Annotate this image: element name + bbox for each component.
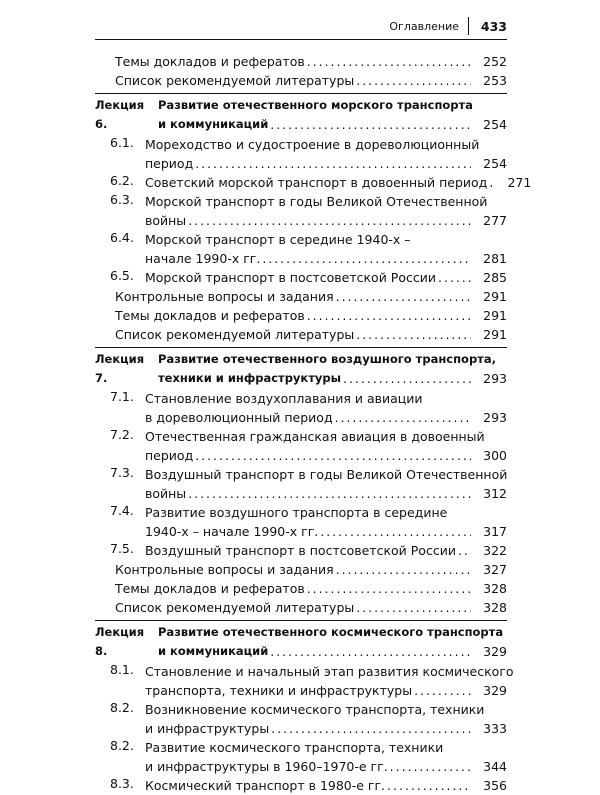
entry-title-line: Развитие отечественного воздушного транспорта, <box>158 352 496 366</box>
dot-leader <box>356 325 471 344</box>
section-number: 6.2. <box>110 173 134 188</box>
entry-title-line: Развитие космического транспорта, техники <box>145 740 444 755</box>
entry-title-line: Список рекомендуемой литературы <box>115 600 355 615</box>
entry-page-number: 281 <box>483 251 507 266</box>
entry-page-number: 291 <box>483 327 507 342</box>
entry-title-line: Развитие воздушного транспорта в середине <box>145 505 448 520</box>
section-number: 8.3. <box>110 776 134 791</box>
toc-lecture <box>95 347 507 388</box>
running-header <box>95 17 507 40</box>
entry-page-number: 322 <box>483 543 507 558</box>
entry-title-line: Космический транспорт в 1980-е гг. <box>145 778 386 793</box>
toc-item <box>95 306 507 325</box>
entry-page-number: 317 <box>483 524 507 539</box>
page-number: 433 <box>480 19 507 34</box>
toc-lecture <box>95 93 507 134</box>
entry-page-number: 344 <box>483 759 507 774</box>
section-number: 6.4. <box>110 230 134 245</box>
dot-leader <box>271 719 471 738</box>
dot-leader <box>188 484 471 503</box>
entry-page-number: 312 <box>483 486 507 501</box>
entry-title-line: Воздушный транспорт в постсоветской России <box>145 543 456 558</box>
entry-title-line: Темы докладов и рефератов <box>115 581 305 596</box>
entry-page-number: 328 <box>483 581 507 596</box>
entry-page-number: 253 <box>483 73 507 88</box>
entry-title-line: войны <box>145 213 187 228</box>
dot-leader <box>270 642 471 661</box>
dot-leader <box>270 115 471 134</box>
dot-leader <box>356 71 471 90</box>
toc-section <box>95 230 507 268</box>
section-number: 8.1. <box>110 662 134 677</box>
entry-title-line: и коммуникаций <box>158 117 269 131</box>
section-number: 7.4. <box>110 503 134 518</box>
entry-page-number: 300 <box>483 448 507 463</box>
dot-leader <box>320 522 471 541</box>
dot-leader <box>195 446 471 465</box>
toc-section <box>95 389 507 427</box>
toc-item <box>95 52 507 71</box>
entry-title-line: Развитие отечественного морского транспорта <box>158 98 473 112</box>
dot-leader <box>438 268 471 287</box>
section-number: 7.1. <box>110 389 134 404</box>
dot-leader <box>335 408 471 427</box>
entry-title-line: Список рекомендуемой литературы <box>115 73 355 88</box>
toc-section <box>95 465 507 503</box>
toc-item <box>95 560 507 579</box>
dot-leader <box>336 560 471 579</box>
table-of-contents <box>95 52 532 795</box>
lecture-label: Лекция 6. <box>95 98 145 131</box>
toc-section <box>95 738 507 776</box>
dot-leader <box>414 681 471 700</box>
toc-section <box>95 776 507 795</box>
dot-leader <box>458 541 471 560</box>
entry-page-number: 329 <box>483 644 507 659</box>
entry-title-line: в дореволюционный период <box>145 410 333 425</box>
toc-item <box>95 598 507 617</box>
toc-section <box>95 268 507 287</box>
entry-page-number: 356 <box>483 778 507 793</box>
toc-section <box>95 662 514 700</box>
section-number: 7.3. <box>110 465 134 480</box>
entry-title-line: и инфраструктуры в 1960–1970-е гг. <box>145 759 388 774</box>
entry-title-line: период <box>145 156 194 171</box>
entry-page-number: 291 <box>483 308 507 323</box>
dot-leader <box>343 369 471 388</box>
toc-section <box>95 541 507 560</box>
entry-page-number: 254 <box>483 117 507 132</box>
entry-page-number: 329 <box>483 683 507 698</box>
entry-title-line: Морской транспорт в годы Великой Отечественной <box>145 194 488 209</box>
entry-title-line: Воздушный транспорт в годы Великой Отечественной <box>145 467 508 482</box>
dot-leader <box>336 287 471 306</box>
toc-section <box>95 173 532 192</box>
entry-title-line: Становление и начальный этап развития космического <box>145 664 514 679</box>
dot-leader <box>307 306 471 325</box>
lecture-label: Лекция 8. <box>95 625 145 658</box>
toc-section <box>95 503 507 541</box>
entry-page-number: 333 <box>483 721 507 736</box>
entry-title-line: Становление воздухоплавания и авиации <box>145 391 423 406</box>
entry-title-line: период <box>145 448 194 463</box>
dot-leader <box>390 757 471 776</box>
entry-title-line: и коммуникаций <box>158 644 269 658</box>
entry-page-number: 285 <box>483 270 507 285</box>
section-number: 6.1. <box>110 135 134 150</box>
entry-page-number: 293 <box>483 371 507 386</box>
toc-item <box>95 71 507 90</box>
entry-title-line: техники и инфраструктуры <box>158 371 342 385</box>
entry-title-line: Морской транспорт в постсоветской России <box>145 270 436 285</box>
toc-section <box>95 192 507 230</box>
toc-section <box>95 427 507 465</box>
toc-item <box>95 287 507 306</box>
dot-leader <box>489 173 495 192</box>
entry-page-number: 252 <box>483 54 507 69</box>
section-number: 8.2. <box>110 738 134 753</box>
entry-title-line: Мореходство и судостроение в дореволюционный <box>145 137 480 152</box>
dot-leader <box>307 52 471 71</box>
section-number: 8.2. <box>110 700 134 715</box>
entry-title-line: начале 1990-х гг. <box>145 251 261 266</box>
entry-page-number: 291 <box>483 289 507 304</box>
entry-page-number: 254 <box>483 156 507 171</box>
entry-title-line: Развитие отечественного космического транспорта <box>158 625 504 639</box>
entry-title-line: Отечественная гражданская авиация в довоенный <box>145 429 485 444</box>
dot-leader <box>262 249 471 268</box>
header-title: Оглавление <box>389 20 459 33</box>
entry-title-line: Темы докладов и рефератов <box>115 54 305 69</box>
toc-lecture <box>95 620 507 661</box>
entry-page-number: 271 <box>507 175 532 190</box>
entry-title-line: Советский морской транспорт в довоенный период <box>145 175 488 190</box>
dot-leader <box>387 776 471 795</box>
dot-leader <box>195 154 471 173</box>
entry-page-number: 327 <box>483 562 507 577</box>
entry-title-line: Контрольные вопросы и задания <box>115 289 334 304</box>
dot-leader <box>356 598 471 617</box>
section-number: 6.3. <box>110 192 134 207</box>
entry-title-line: Список рекомендуемой литературы <box>115 327 355 342</box>
entry-title-line: Контрольные вопросы и задания <box>115 562 334 577</box>
toc-item <box>95 325 507 344</box>
section-number: 6.5. <box>110 268 134 283</box>
section-number: 7.2. <box>110 427 134 442</box>
entry-title-line: и инфраструктуры <box>145 721 270 736</box>
toc-section <box>95 700 507 738</box>
entry-title-line: войны <box>145 486 187 501</box>
dot-leader <box>188 211 471 230</box>
entry-page-number: 293 <box>483 410 507 425</box>
entry-title-line: Морской транспорт в середине 1940-х – <box>145 232 411 247</box>
header-separator <box>468 17 469 35</box>
toc-item <box>95 579 507 598</box>
entry-title-line: Возникновение космического транспорта, техники <box>145 702 485 717</box>
lecture-label: Лекция 7. <box>95 352 145 385</box>
toc-section <box>95 135 507 173</box>
entry-title-line: транспорта, техники и инфраструктуры <box>145 683 413 698</box>
dot-leader <box>307 579 471 598</box>
section-number: 7.5. <box>110 541 134 556</box>
entry-page-number: 328 <box>483 600 507 615</box>
entry-title-line: 1940-х – начале 1990-х гг. <box>145 524 319 539</box>
entry-page-number: 277 <box>483 213 507 228</box>
entry-title-line: Темы докладов и рефератов <box>115 308 305 323</box>
